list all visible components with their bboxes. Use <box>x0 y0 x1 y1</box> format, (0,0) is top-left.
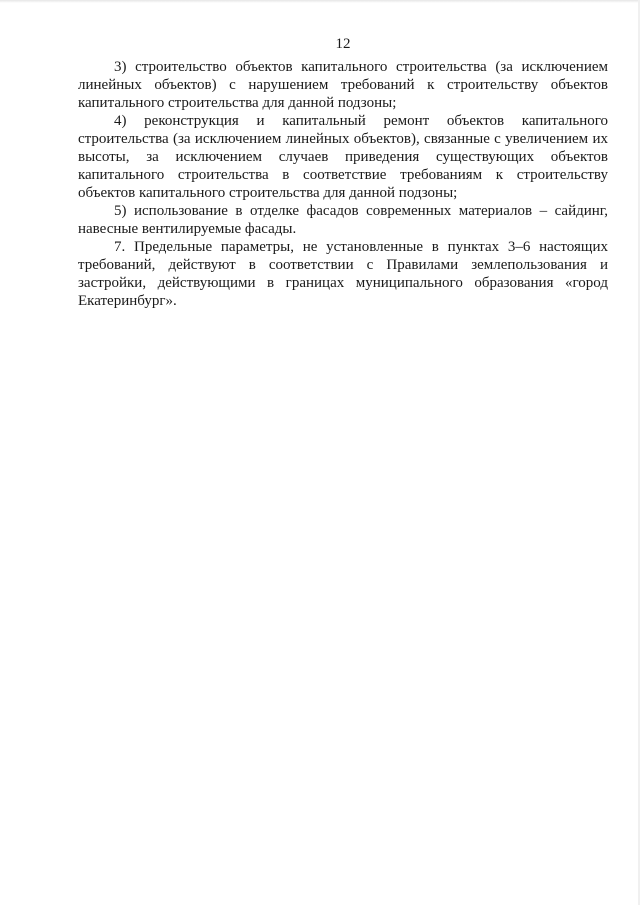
paragraph-item-5: 5) использование в отделке фасадов современных материалов – сайдинг, навесные вентилируемые фасады. <box>78 203 608 237</box>
paragraph-item-3: 3) строительство объектов капитального строительства (за исключением линейных объектов) с нарушением требований к строительству объектов капитального строительства для данной подзоны; <box>78 59 608 111</box>
scan-edge-top <box>0 0 640 3</box>
document-body <box>78 58 608 310</box>
paragraph-item-7: 7. Предельные параметры, не установленные в пунктах 3–6 настоящих требований, действуют в соответствии с Правилами землепользования и застройки, действующими в границах муниципального образования «город Екатеринбург». <box>78 239 608 309</box>
page-number: 12 <box>335 36 351 52</box>
paragraph-item-4: 4) реконструкция и капитальный ремонт объектов капитального строительства (за исключением линейных объектов), связанные с увеличением их высоты, за исключением случаев приведения существующих объектов капитального строительства в соответствие требованиям к строительству объектов капитального строительства для данной подзоны; <box>78 113 608 201</box>
